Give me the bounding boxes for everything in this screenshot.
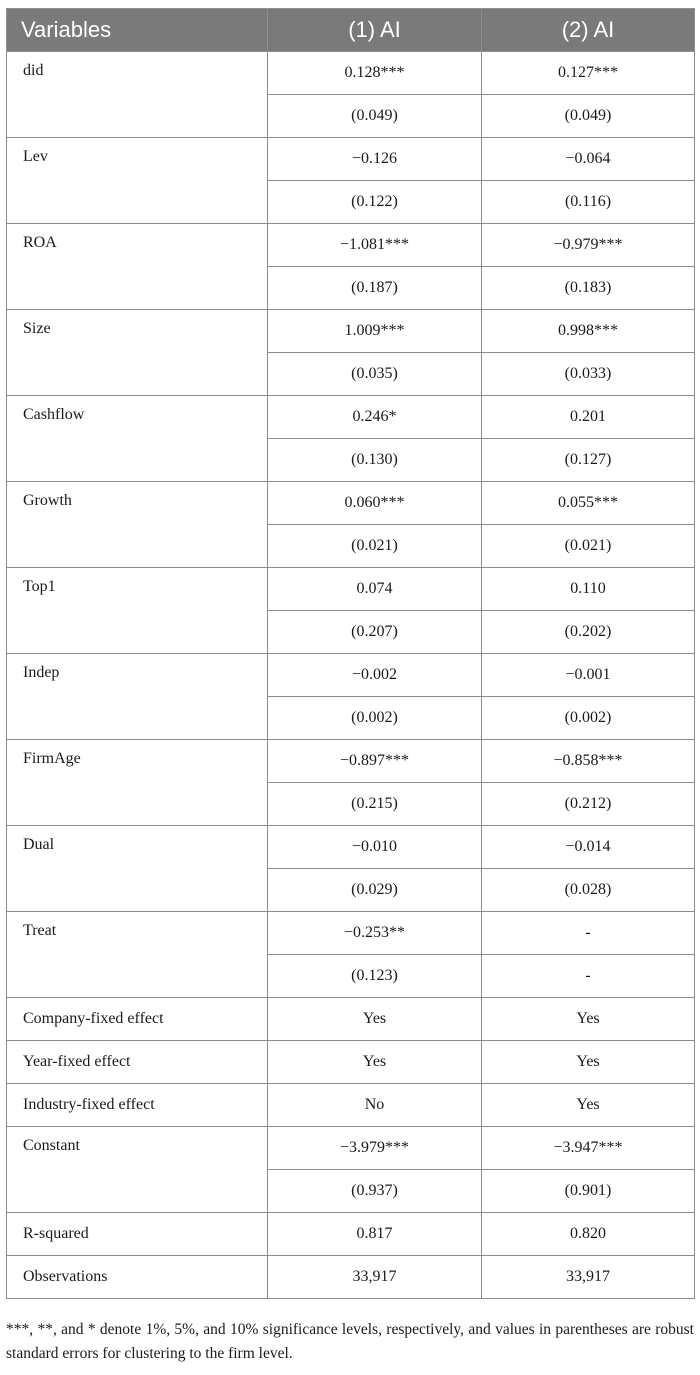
table-row — [7, 482, 695, 525]
se-model-2: (0.212) — [482, 783, 695, 826]
effect-model-2: Yes — [482, 1084, 695, 1127]
table-row — [7, 1127, 695, 1170]
table-row — [7, 568, 695, 611]
table-row — [7, 310, 695, 353]
effect-model-2: Yes — [482, 998, 695, 1041]
coef-model-1: −0.010 — [268, 826, 482, 869]
variable-name: Cashflow — [7, 396, 268, 482]
coef-model-1: −1.081*** — [268, 224, 482, 267]
table-row — [7, 654, 695, 697]
se-model-1: (0.130) — [268, 439, 482, 482]
stat-model-2: 33,917 — [482, 1256, 695, 1299]
stat-name: Observations — [7, 1256, 268, 1299]
variable-name: ROA — [7, 224, 268, 310]
coef-model-2: 0.998*** — [482, 310, 695, 353]
se-model-2: - — [482, 955, 695, 998]
se-model-2: (0.202) — [482, 611, 695, 654]
table-row-effect — [7, 1084, 695, 1127]
coef-model-2: 0.127*** — [482, 52, 695, 95]
table-footnote: ***, **, and * denote 1%, 5%, and 10% significance levels, respectively, and values in parentheses are robust standard errors for clustering to the firm level. — [6, 1321, 694, 1362]
se-model-1: (0.021) — [268, 525, 482, 568]
coef-model-1: 0.074 — [268, 568, 482, 611]
se-model-2: (0.002) — [482, 697, 695, 740]
se-model-2: (0.028) — [482, 869, 695, 912]
table-row — [7, 138, 695, 181]
table-row-effect — [7, 1041, 695, 1084]
coef-model-2: −0.979*** — [482, 224, 695, 267]
coef-model-1: 0.128*** — [268, 52, 482, 95]
header-variables: Variables — [7, 9, 268, 52]
header-model-2: (2) AI — [482, 9, 695, 52]
effect-model-2: Yes — [482, 1041, 695, 1084]
table-row — [7, 224, 695, 267]
effect-model-1: No — [268, 1084, 482, 1127]
coef-model-2: −0.001 — [482, 654, 695, 697]
table-row — [7, 396, 695, 439]
se-model-1: (0.123) — [268, 955, 482, 998]
stat-name: R-squared — [7, 1213, 268, 1256]
coef-model-2: 0.110 — [482, 568, 695, 611]
coef-model-1: −3.979*** — [268, 1127, 482, 1170]
se-model-2: (0.049) — [482, 95, 695, 138]
se-model-1: (0.049) — [268, 95, 482, 138]
table-row-effect — [7, 998, 695, 1041]
regression-table — [6, 8, 695, 1299]
variable-name: Constant — [7, 1127, 268, 1213]
stat-model-1: 33,917 — [268, 1256, 482, 1299]
coef-model-2: −0.014 — [482, 826, 695, 869]
se-model-2: (0.021) — [482, 525, 695, 568]
effect-model-1: Yes — [268, 1041, 482, 1084]
coef-model-1: 0.060*** — [268, 482, 482, 525]
coef-model-2: −3.947*** — [482, 1127, 695, 1170]
coef-model-1: −0.126 — [268, 138, 482, 181]
coef-model-1: −0.002 — [268, 654, 482, 697]
se-model-2: (0.127) — [482, 439, 695, 482]
variable-name: Indep — [7, 654, 268, 740]
header-model-1: (1) AI — [268, 9, 482, 52]
effect-name: Company-fixed effect — [7, 998, 268, 1041]
se-model-1: (0.215) — [268, 783, 482, 826]
coef-model-1: 0.246* — [268, 396, 482, 439]
se-model-2: (0.901) — [482, 1170, 695, 1213]
regression-table-container — [6, 8, 694, 1299]
effect-model-1: Yes — [268, 998, 482, 1041]
coef-model-1: −0.253** — [268, 912, 482, 955]
effect-name: Industry-fixed effect — [7, 1084, 268, 1127]
se-model-1: (0.187) — [268, 267, 482, 310]
variable-name: FirmAge — [7, 740, 268, 826]
se-model-1: (0.937) — [268, 1170, 482, 1213]
se-model-2: (0.033) — [482, 353, 695, 396]
coef-model-2: 0.055*** — [482, 482, 695, 525]
variable-name: Size — [7, 310, 268, 396]
se-model-1: (0.002) — [268, 697, 482, 740]
table-row-observations — [7, 1256, 695, 1299]
se-model-2: (0.183) — [482, 267, 695, 310]
coef-model-1: −0.897*** — [268, 740, 482, 783]
variable-name: did — [7, 52, 268, 138]
variable-name: Dual — [7, 826, 268, 912]
variable-name: Treat — [7, 912, 268, 998]
se-model-2: (0.116) — [482, 181, 695, 224]
coef-model-2: - — [482, 912, 695, 955]
se-model-1: (0.035) — [268, 353, 482, 396]
table-row — [7, 52, 695, 95]
variable-name: Top1 — [7, 568, 268, 654]
coef-model-2: −0.858*** — [482, 740, 695, 783]
variable-name: Lev — [7, 138, 268, 224]
table-row-rsquared — [7, 1213, 695, 1256]
coef-model-1: 1.009*** — [268, 310, 482, 353]
se-model-1: (0.029) — [268, 869, 482, 912]
se-model-1: (0.207) — [268, 611, 482, 654]
table-row — [7, 740, 695, 783]
variable-name: Growth — [7, 482, 268, 568]
table-row — [7, 912, 695, 955]
stat-model-1: 0.817 — [268, 1213, 482, 1256]
coef-model-2: 0.201 — [482, 396, 695, 439]
effect-name: Year-fixed effect — [7, 1041, 268, 1084]
table-row — [7, 826, 695, 869]
se-model-1: (0.122) — [268, 181, 482, 224]
coef-model-2: −0.064 — [482, 138, 695, 181]
stat-model-2: 0.820 — [482, 1213, 695, 1256]
table-header-row — [7, 9, 695, 52]
